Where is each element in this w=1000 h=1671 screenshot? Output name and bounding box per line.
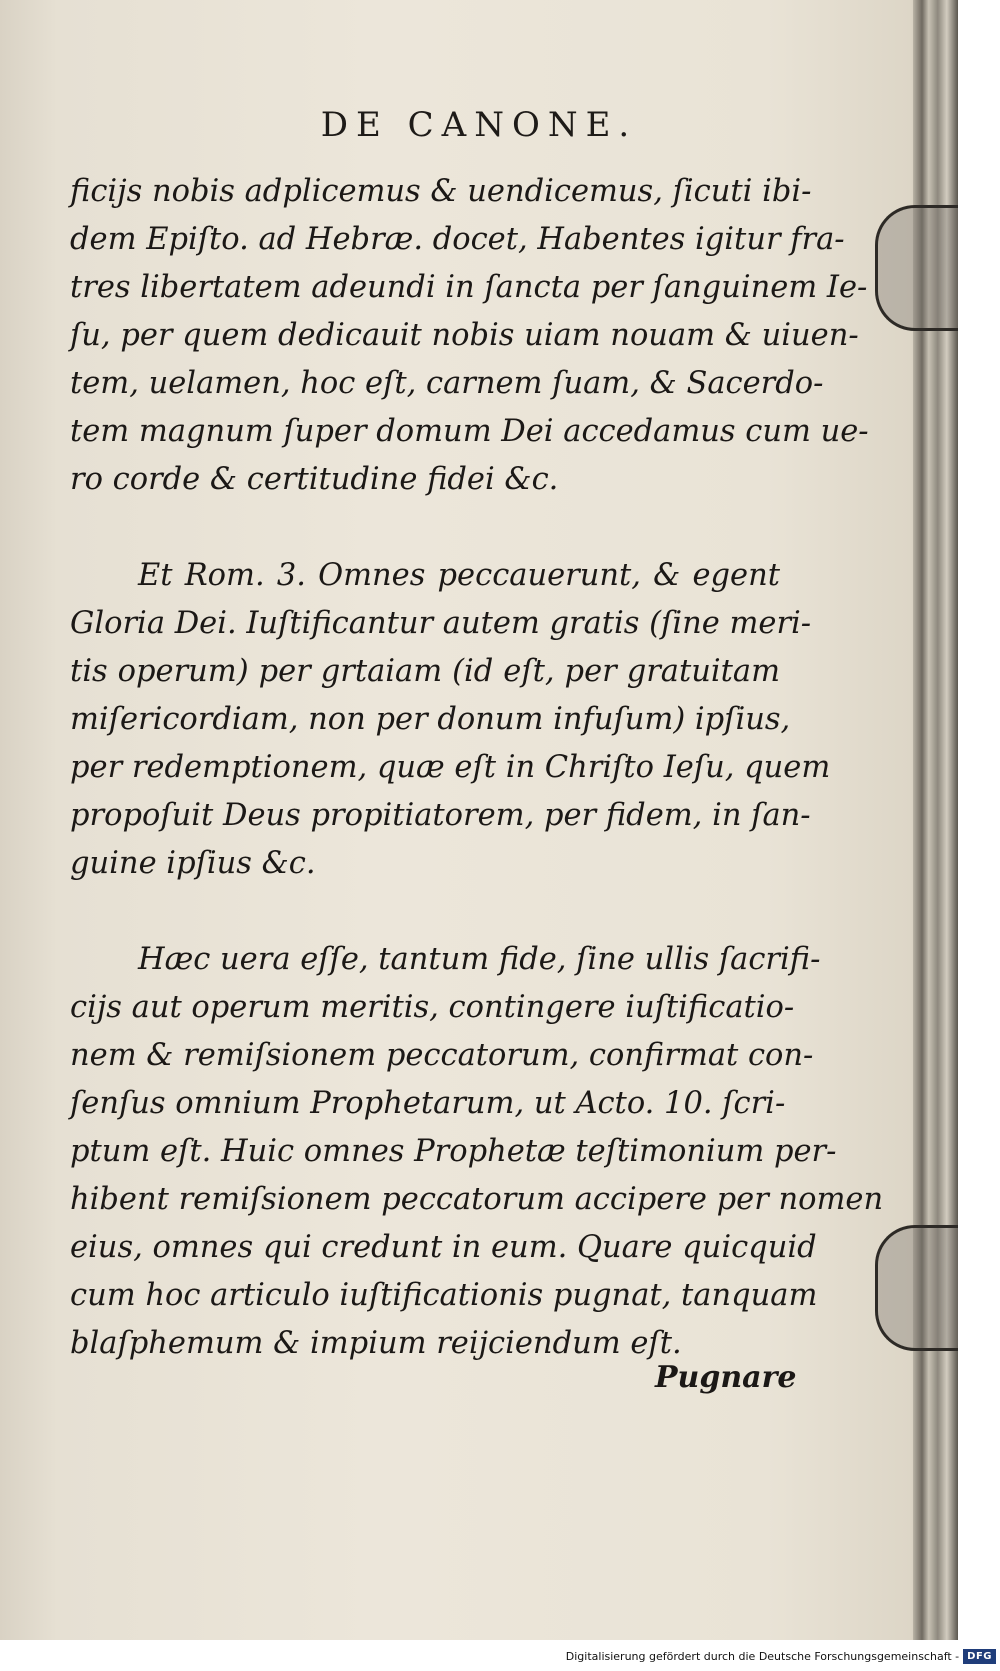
text-line: guine ipſius &c. xyxy=(70,846,316,881)
text-line: ficijs nobis adplicemus & uendicemus, ſicuti ibi- xyxy=(70,174,812,209)
footer-credit-text: Digitalisierung gefördert durch die Deutsche Forschungsgemeinschaft - xyxy=(565,1649,960,1663)
page-clip-bottom xyxy=(875,1225,958,1351)
text-line: tis operum) per grtaiam (id eſt, per gratuitam xyxy=(70,654,780,689)
text-line: Et Rom. 3. Omnes peccauerunt, & egent xyxy=(138,558,780,593)
paragraph-3 xyxy=(70,936,884,1368)
running-head: DE CANONE. xyxy=(320,105,638,145)
text-line: ptum eſt. Huic omnes Prophetæ teſtimonium per- xyxy=(70,1134,837,1169)
text-line: Hæc uera eſſe, tantum fide, ſine ullis ſacrifi- xyxy=(138,942,821,977)
text-line: miſericordiam, non per donum infuſum) ipſius, xyxy=(70,702,791,737)
text-line: hibent remiſsionem peccatorum accipere per nomen xyxy=(70,1182,884,1217)
text-line: propoſuit Deus propitiatorem, per fidem, in ſan- xyxy=(70,798,811,833)
dfg-logo: DFG xyxy=(963,1649,996,1664)
text-line: ſu, per quem dedicauit nobis uiam nouam & uiuen- xyxy=(70,318,859,353)
page-clip-top xyxy=(875,205,958,331)
text-line: cum hoc articulo iuſtificationis pugnat, tanquam xyxy=(70,1278,818,1313)
digitization-footer xyxy=(566,1645,996,1667)
paragraph-2 xyxy=(70,552,831,888)
text-block xyxy=(70,168,884,1368)
text-line: nem & remiſsionem peccatorum, confirmat con- xyxy=(70,1038,814,1073)
text-line: eius, omnes qui credunt in eum. Quare quicquid xyxy=(70,1230,817,1265)
text-line: ro corde & certitudine fidei &c. xyxy=(70,462,559,497)
text-line: tem magnum ſuper domum Dei accedamus cum ue- xyxy=(70,414,869,449)
text-line: blaſphemum & impium reijciendum eſt. xyxy=(70,1326,682,1361)
text-line: dem Epiſto. ad Hebræ. docet, Habentes igitur fra- xyxy=(70,222,845,257)
text-line: per redemptionem, quæ eſt in Chriſto Ieſu, quem xyxy=(70,750,831,785)
text-line: tem, uelamen, hoc eſt, carnem ſuam, & Sacerdo- xyxy=(70,366,824,401)
text-line: cijs aut operum meritis, contingere iuſtificatio- xyxy=(70,990,795,1025)
text-line: tres libertatem adeundi in ſancta per ſanguinem Ie- xyxy=(70,270,868,305)
text-line: Gloria Dei. Iuſtificantur autem gratis (ſine meri- xyxy=(70,606,812,641)
catchword: Pugnare xyxy=(655,1360,797,1395)
text-line: ſenſus omnium Prophetarum, ut Acto. 10. ſcri- xyxy=(70,1086,786,1121)
paragraph-1 xyxy=(70,168,869,504)
